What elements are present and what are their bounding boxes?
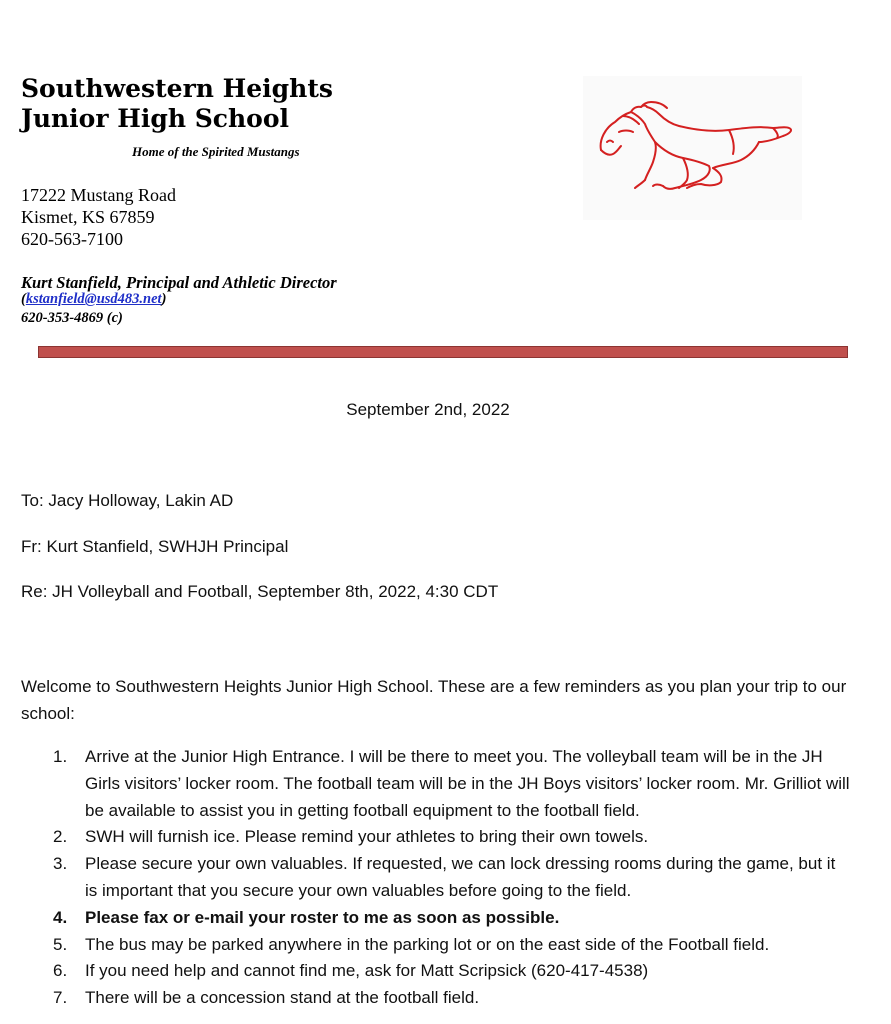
intro-paragraph: Welcome to Southwestern Heights Junior High School. These are a few reminders as you plan your trip to our school:	[21, 677, 847, 723]
list-item-number: 5.	[53, 934, 68, 954]
list-item-number: 1.	[53, 747, 68, 766]
memo-from: Fr: Kurt Stanfield, SWHJH Principal	[21, 537, 289, 556]
list-item-text: Arrive at the Junior High Entrance. I will be there to meet you. The volleyball team will be in the JH Girls visitors’ locker room. The football team will be in the JH Boys visitors’ locker room. Mr. Grilliot will be available to assist you in getting football equipment to the football field.	[85, 747, 850, 820]
school-name	[21, 74, 333, 134]
principal-name: Kurt Stanfield, Principal and Athletic Director	[21, 273, 337, 292]
list-item-number: 2.	[53, 827, 68, 847]
list-item-number: 7.	[53, 988, 68, 1008]
school-name-line2: Junior High School	[21, 104, 290, 133]
school-name-line1: Southwestern Heights	[21, 74, 333, 103]
list-item-text: SWH will furnish ice. Please remind your athletes to bring their own towels.	[85, 827, 649, 847]
list-item-text: There will be a concession stand at the football field.	[85, 988, 480, 1008]
list-item-number: 6.	[53, 961, 68, 981]
list-item-text: The bus may be parked anywhere in the parking lot or on the east side of the Football field.	[85, 934, 770, 954]
letter-date: September 2nd, 2022	[346, 400, 510, 419]
list-item-text: Please secure your own valuables. If requested, we can lock dressing rooms during the game, but it is important that you secure your own valuables before going to the field.	[85, 854, 836, 900]
email-close-paren: )	[161, 291, 167, 307]
list-item-number: 3.	[53, 854, 68, 874]
list-item	[21, 985, 851, 1012]
list-item	[21, 905, 851, 932]
school-address	[21, 184, 176, 250]
list-item-number: 4.	[53, 907, 68, 927]
header-divider	[38, 346, 848, 358]
email-link[interactable]: kstanfield@usd483.net	[25, 291, 162, 307]
tagline: Home of the Spirited Mustangs	[132, 144, 300, 159]
list-item	[21, 851, 851, 905]
address-street: 17222 Mustang Road	[21, 185, 176, 205]
principal-cell-phone: 620-353-4869 (c)	[21, 310, 123, 326]
email-open-paren: (	[21, 291, 26, 307]
mustang-logo-icon	[583, 76, 802, 220]
list-item-text: Please fax or e-mail your roster to me as soon as possible.	[85, 907, 560, 927]
list-item-text: If you need help and cannot find me, ask for Matt Scripsick (620-417-4538)	[85, 961, 649, 981]
list-item	[21, 932, 851, 959]
list-item	[21, 958, 851, 985]
memo-to: To: Jacy Holloway, Lakin AD	[21, 491, 234, 510]
principal-email	[21, 291, 166, 308]
address-city: Kismet, KS 67859	[21, 207, 155, 227]
list-item	[21, 824, 851, 851]
list-item	[21, 744, 851, 824]
school-phone: 620-563-7100	[21, 229, 123, 249]
reminders-list	[21, 744, 851, 1012]
memo-re: Re: JH Volleyball and Football, September 8th, 2022, 4:30 CDT	[21, 582, 499, 601]
